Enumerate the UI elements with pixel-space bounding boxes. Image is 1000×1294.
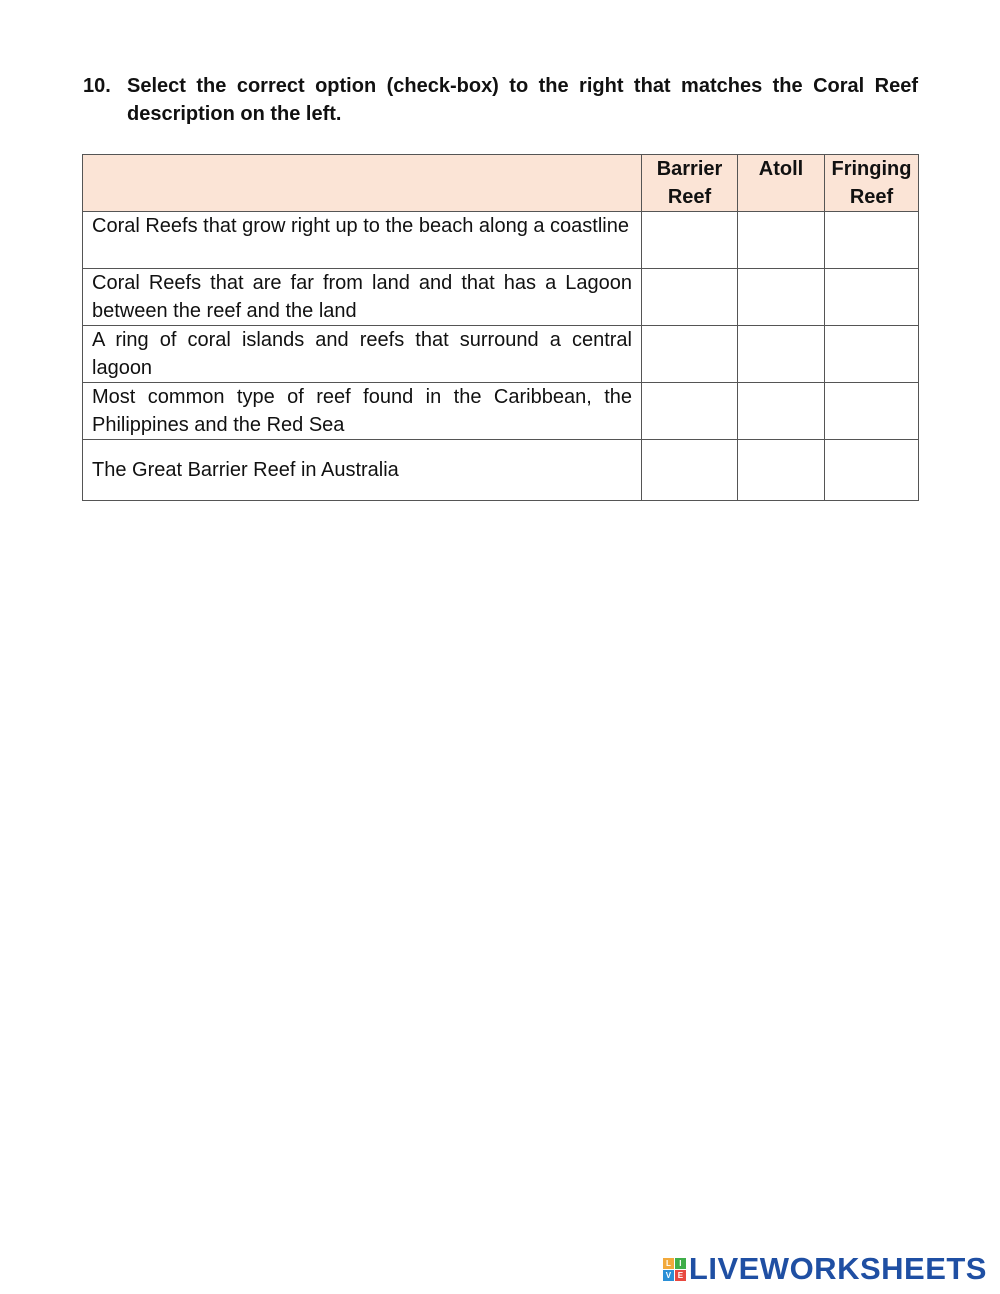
- logo-square: I: [675, 1258, 686, 1269]
- checkbox-barrier-reef[interactable]: [642, 212, 738, 269]
- checkbox-fringing-reef[interactable]: [825, 212, 919, 269]
- checkbox-fringing-reef[interactable]: [825, 440, 919, 501]
- table-row: [83, 326, 919, 383]
- header-description: [83, 155, 642, 212]
- header-fringing-reef: Fringing Reef: [825, 155, 919, 212]
- row-description: Coral Reefs that grow right up to the beach along a coastline: [83, 212, 642, 269]
- checkbox-fringing-reef[interactable]: [825, 383, 919, 440]
- checkbox-barrier-reef[interactable]: [642, 440, 738, 501]
- checkbox-fringing-reef[interactable]: [825, 326, 919, 383]
- table-header-row: [83, 155, 919, 212]
- row-description: Coral Reefs that are far from land and that has a Lagoon between the reef and the land: [83, 269, 642, 326]
- logo-square: V: [663, 1270, 674, 1281]
- header-atoll: Atoll: [738, 155, 825, 212]
- table-row: [83, 269, 919, 326]
- liveworksheets-brand: [663, 1251, 987, 1287]
- checkbox-atoll[interactable]: [738, 440, 825, 501]
- logo-square: L: [663, 1258, 674, 1269]
- checkbox-barrier-reef[interactable]: [642, 326, 738, 383]
- checkbox-atoll[interactable]: [738, 383, 825, 440]
- checkbox-fringing-reef[interactable]: [825, 269, 919, 326]
- reef-matching-table: [82, 154, 919, 501]
- row-description: Most common type of reef found in the Caribbean, the Philippines and the Red Sea: [83, 383, 642, 440]
- brand-name: LIVEWORKSHEETS: [688, 1251, 987, 1286]
- header-barrier-reef: Barrier Reef: [642, 155, 738, 212]
- row-description: The Great Barrier Reef in Australia: [83, 440, 642, 501]
- checkbox-barrier-reef[interactable]: [642, 383, 738, 440]
- checkbox-atoll[interactable]: [738, 326, 825, 383]
- table-row: [83, 440, 919, 501]
- row-description: A ring of coral islands and reefs that surround a central lagoon: [83, 326, 642, 383]
- liveworksheets-logo-icon: [663, 1258, 686, 1281]
- checkbox-atoll[interactable]: [738, 269, 825, 326]
- checkbox-barrier-reef[interactable]: [642, 269, 738, 326]
- logo-square: E: [675, 1270, 686, 1281]
- question: [83, 72, 918, 128]
- checkbox-atoll[interactable]: [738, 212, 825, 269]
- table-row: [83, 212, 919, 269]
- table-row: [83, 383, 919, 440]
- question-text: Select the correct option (check-box) to the right that matches the Coral Reef description on the left.: [127, 75, 918, 125]
- question-number: 10.: [83, 75, 111, 97]
